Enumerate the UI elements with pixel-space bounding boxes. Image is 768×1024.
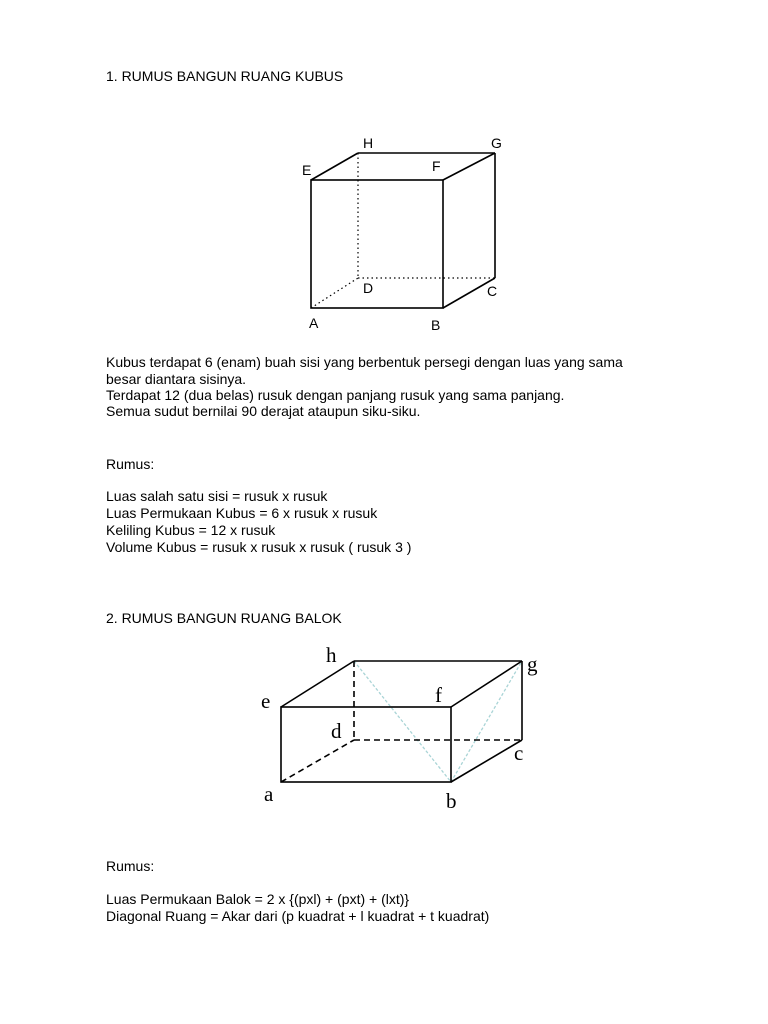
cube-description-line-3: Terdapat 12 (dua belas) rusuk dengan panjang rusuk yang sama panjang. [106,387,565,403]
cube-label-E: E [302,162,312,178]
cuboid-front-face [281,707,451,782]
cube-edge-FG [443,153,495,180]
cube-label-F: F [432,158,441,174]
cuboid-hidden-edge-ad [281,740,354,782]
cube-description-line-1: Kubus terdapat 6 (enam) buah sisi yang berbentuk persegi dengan luas yang sama [106,354,623,370]
cuboid-diagonal-bg [451,661,522,782]
cube-formula-2: Luas Permukaan Kubus = 6 x rusuk x rusuk [106,505,378,521]
cuboid-label-g: g [527,652,538,676]
cuboid-label-e: e [261,689,271,713]
cuboid-label-f: f [435,683,442,707]
cuboid-edge-fg [451,661,522,707]
cuboid-label-b: b [446,789,457,813]
cube-description-line-2: besar diantara sisinya. [106,371,247,387]
cube-label-A: A [309,315,319,331]
cube-formula-3: Keliling Kubus = 12 x rusuk [106,522,276,538]
cuboid-label-h: h [326,643,337,667]
cuboid-label-a: a [264,782,274,806]
cuboid-diagram [255,640,560,815]
cube-front-face [311,180,443,308]
cube-formula-4: Volume Kubus = rusuk x rusuk x rusuk ( rusuk 3 ) [106,539,412,555]
cube-formula-1: Luas salah satu sisi = rusuk x rusuk [106,488,328,504]
cube-edge-EH [311,153,358,180]
cuboid-label-d: d [331,719,342,743]
cube-description-line-4: Semua sudut bernilai 90 derajat ataupun siku-siku. [106,403,421,419]
cube-label-D: D [363,280,374,296]
cube-label-B: B [431,317,441,333]
cube-label-C: C [487,283,498,299]
cube-label-H: H [363,135,374,151]
cuboid-edge-eh [281,661,354,707]
cube-rumus-heading: Rumus: [106,456,155,472]
cube-diagram [290,130,520,335]
cuboid-formula-2: Diagonal Ruang = Akar dari (p kuadrat + l kuadrat + t kuadrat) [106,908,490,924]
cube-label-G: G [491,135,502,151]
cuboid-label-c: c [514,741,524,765]
section1-title: 1. RUMUS BANGUN RUANG KUBUS [106,68,344,84]
cuboid-diagonal-hb [354,661,451,782]
section2-title: 2. RUMUS BANGUN RUANG BALOK [106,610,342,626]
cuboid-formula-1: Luas Permukaan Balok = 2 x {(pxl) + (pxt) + (lxt)} [106,891,410,907]
cube-hidden-edge-AD [311,278,358,308]
cuboid-edge-bc [451,740,522,782]
cuboid-rumus-heading: Rumus: [106,858,155,874]
